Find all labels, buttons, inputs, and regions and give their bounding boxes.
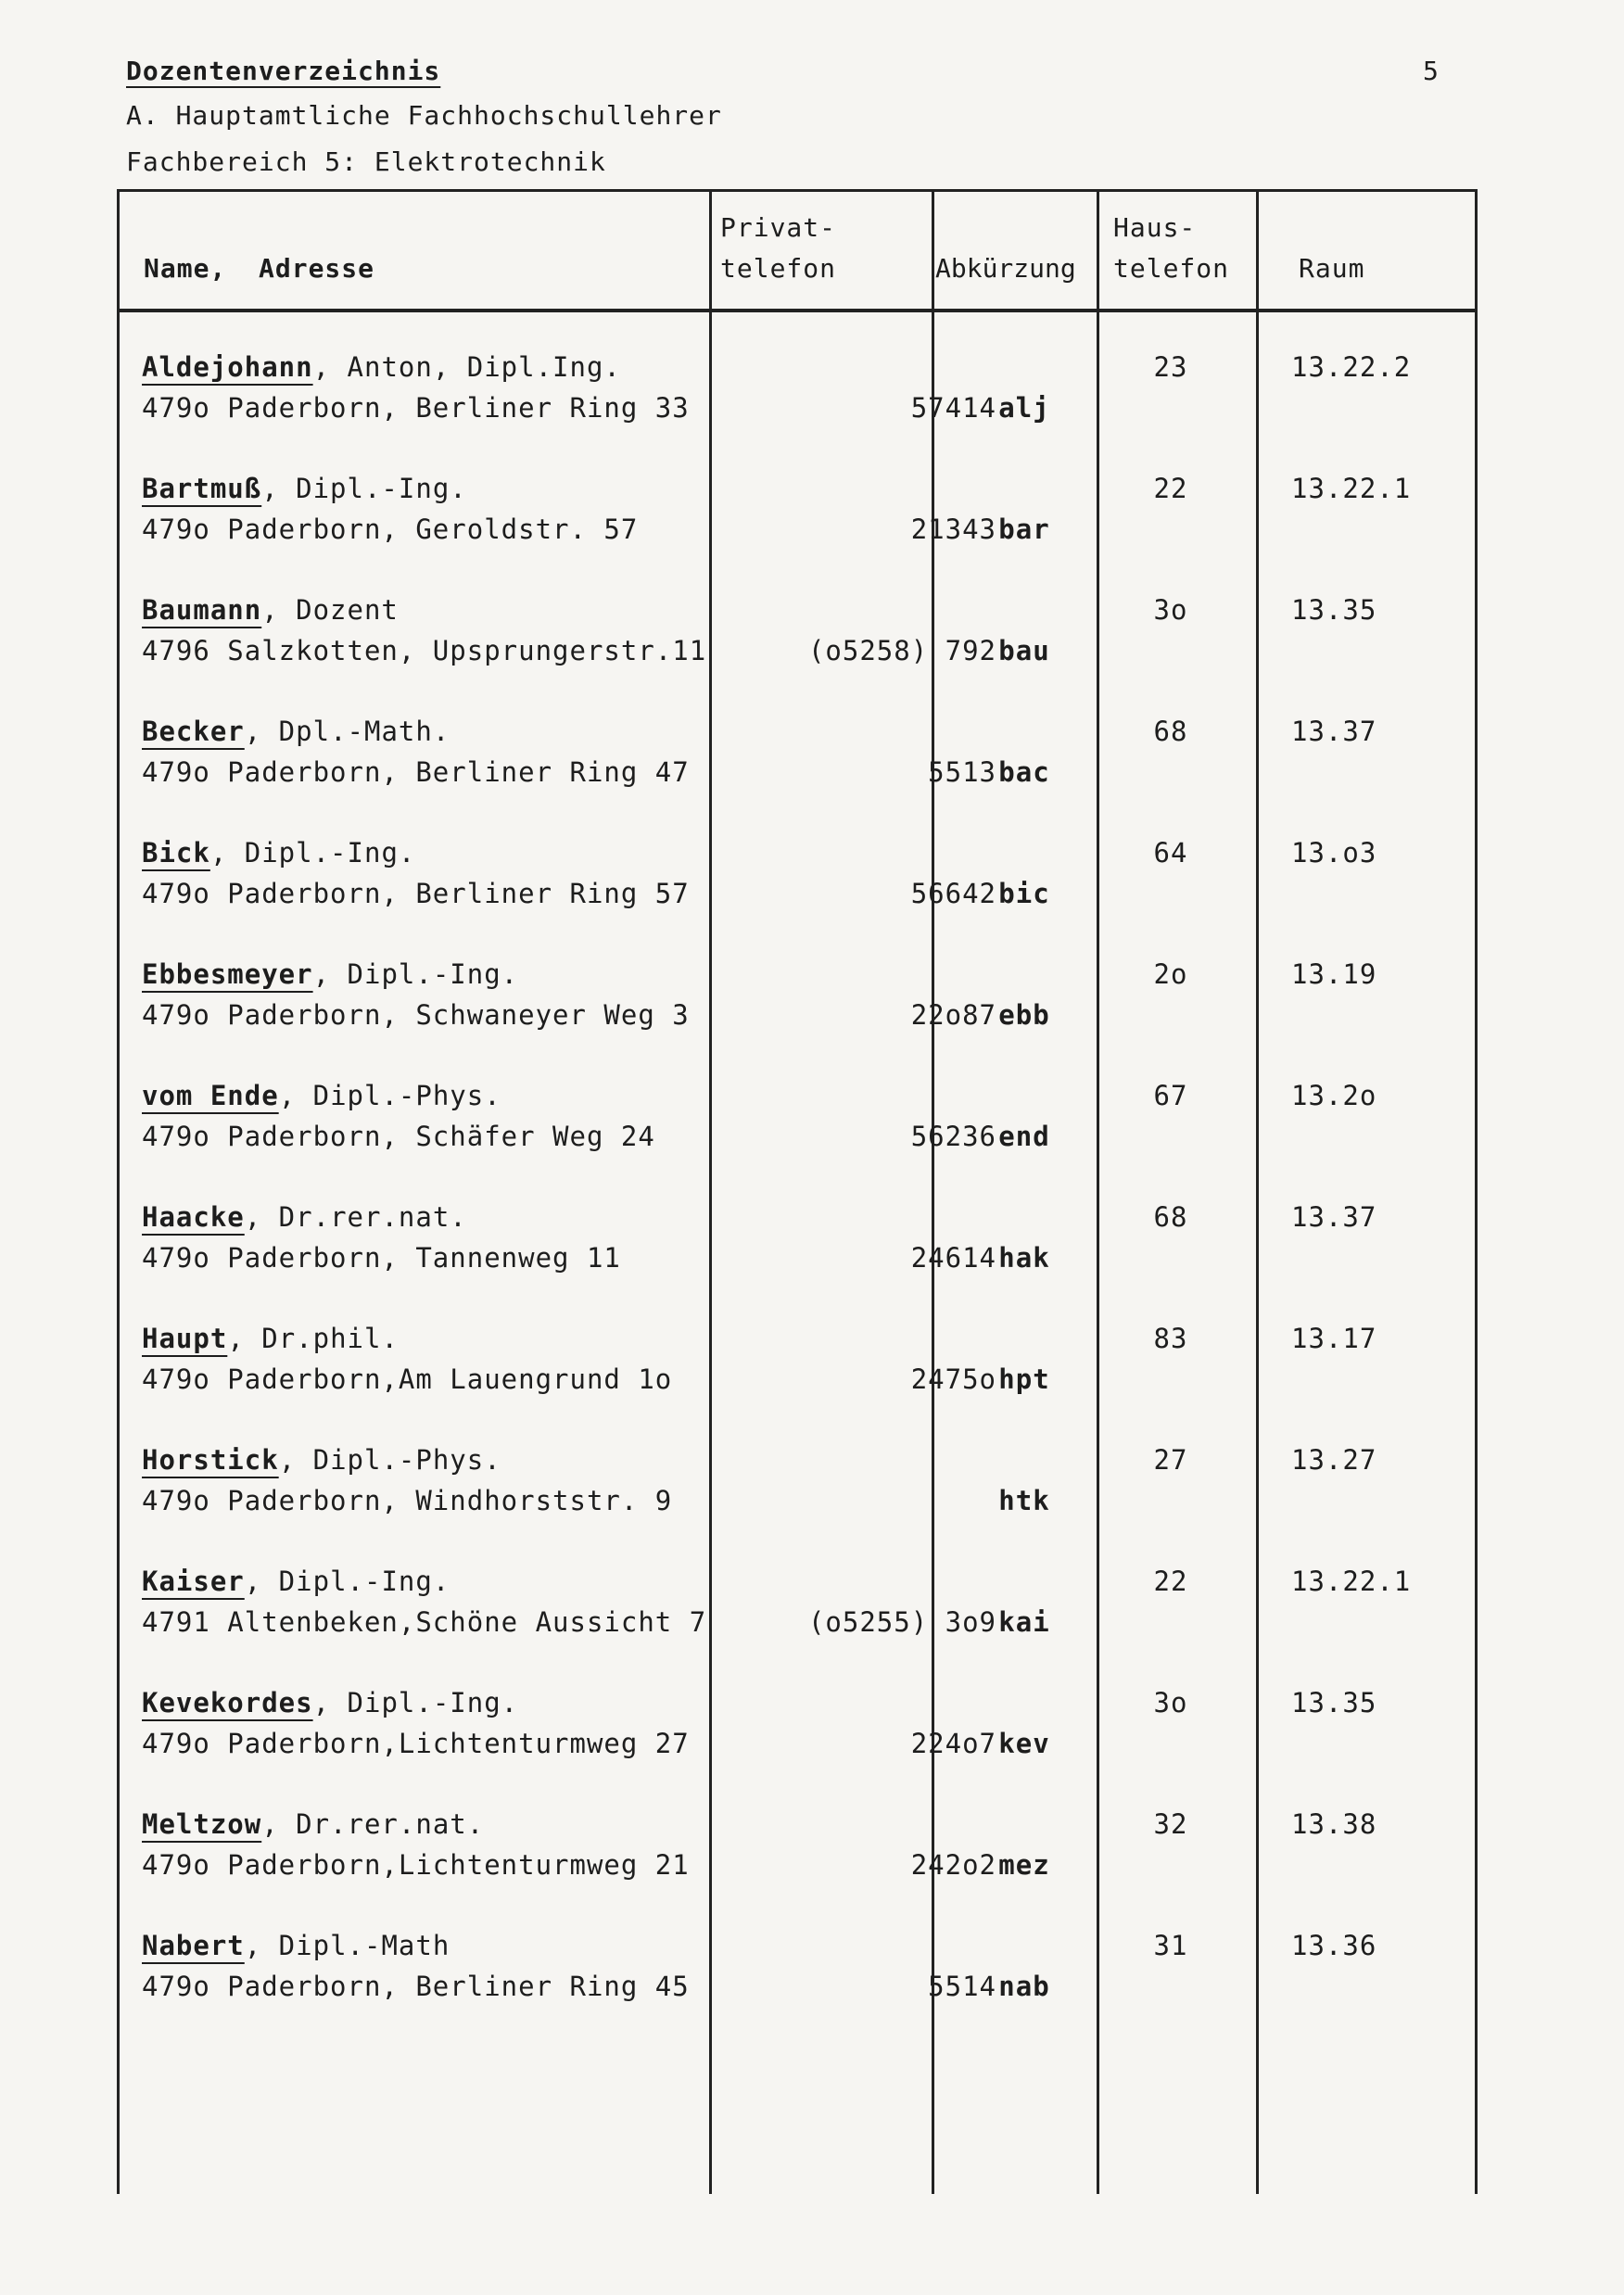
abbreviation: bar [998, 514, 1050, 545]
abbreviation: bac [998, 756, 1050, 788]
private-phone: 24614 [910, 1242, 996, 1274]
lecturer-name [142, 958, 518, 990]
lecturer-surname: Becker [142, 716, 245, 747]
lecturer-surname: Kaiser [142, 1566, 245, 1597]
lecturer-address: 479o Paderborn, Windhorststr. 9 [142, 1485, 673, 1516]
abbreviation: bau [998, 635, 1050, 666]
private-phone: 57414 [910, 392, 996, 424]
room-number: 13.22.2 [1291, 351, 1412, 383]
room-number: 13.19 [1291, 958, 1377, 990]
abbreviation: hpt [998, 1363, 1050, 1395]
lecturer-title: , Anton, Dipl.Ing. [312, 351, 621, 383]
lecturer-title: , Dipl.-Ing. [312, 958, 519, 990]
room-number: 13.37 [1291, 1201, 1377, 1233]
lecturer-title: , Dr.phil. [227, 1323, 399, 1354]
lecturer-surname: Haacke [142, 1201, 245, 1233]
abbreviation: htk [998, 1485, 1050, 1516]
house-phone: 3o [1153, 594, 1188, 626]
private-phone: 224o7 [910, 1728, 996, 1759]
header-address: Adresse [259, 253, 375, 284]
house-phone: 83 [1153, 1323, 1188, 1354]
abbreviation: kai [998, 1606, 1050, 1638]
lecturer-name [142, 594, 399, 626]
lecturer-name [142, 1080, 501, 1111]
lecturer-surname: Bartmuß [142, 473, 262, 504]
department-heading: Fachbereich 5: Elektrotechnik [126, 146, 606, 177]
lecturer-table [117, 189, 1478, 2194]
lecturer-name [142, 1566, 450, 1597]
abbreviation: bic [998, 878, 1050, 909]
lecturer-name [142, 1323, 399, 1354]
private-phone: 21343 [910, 514, 996, 545]
table-row [120, 1554, 1475, 1675]
header-abbreviation: Abkürzung [935, 253, 1076, 284]
house-phone: 67 [1153, 1080, 1188, 1111]
private-phone: 5514 [928, 1971, 996, 2002]
lecturer-surname: Aldejohann [142, 351, 313, 383]
header-private-phone-2: telefon [720, 253, 837, 284]
lecturer-surname: Bick [142, 837, 210, 869]
abbreviation: end [998, 1121, 1050, 1152]
abbreviation: hak [998, 1242, 1050, 1274]
room-number: 13.22.1 [1291, 1566, 1412, 1597]
private-phone: (o5258) 792 [807, 635, 996, 666]
table-row [120, 1676, 1475, 1796]
private-phone: 56236 [910, 1121, 996, 1152]
lecturer-name [142, 1687, 518, 1718]
table-row [120, 826, 1475, 946]
room-number: 13.27 [1291, 1444, 1377, 1476]
table-row [120, 1433, 1475, 1553]
table-row [120, 1797, 1475, 1918]
lecturer-name [142, 1201, 467, 1233]
room-number: 13.17 [1291, 1323, 1377, 1354]
house-phone: 68 [1153, 1201, 1188, 1233]
table-row [120, 462, 1475, 582]
lecturer-title: , Dipl.-Math [244, 1930, 450, 1961]
lecturer-title: , Dr.rer.nat. [244, 1201, 467, 1233]
lecturer-surname: Ebbesmeyer [142, 958, 313, 990]
lecturer-address: 479o Paderborn, Schwaneyer Weg 3 [142, 999, 690, 1031]
lecturer-address: 479o Paderborn, Schäfer Weg 24 [142, 1121, 655, 1152]
house-phone: 23 [1153, 351, 1188, 383]
lecturer-name [142, 351, 621, 383]
lecturer-address: 479o Paderborn,Lichtenturmweg 21 [142, 1849, 690, 1881]
room-number: 13.38 [1291, 1808, 1377, 1840]
header-room: Raum [1299, 253, 1365, 284]
table-row [120, 1312, 1475, 1432]
lecturer-surname: Horstick [142, 1444, 279, 1476]
table-row [120, 1919, 1475, 2039]
lecturer-address: 4796 Salzkotten, Upsprungerstr.11 [142, 635, 707, 666]
lecturer-title: , Dipl.-Phys. [278, 1444, 501, 1476]
abbreviation: mez [998, 1849, 1050, 1881]
private-phone: 5513 [928, 756, 996, 788]
private-phone: (o5255) 3o9 [807, 1606, 996, 1638]
lecturer-surname: Kevekordes [142, 1687, 313, 1718]
room-number: 13.o3 [1291, 837, 1377, 869]
lecturer-name [142, 1930, 450, 1961]
header-name: Name, [144, 253, 227, 284]
lecturer-address: 479o Paderborn,Lichtenturmweg 27 [142, 1728, 690, 1759]
table-row [120, 947, 1475, 1068]
house-phone: 68 [1153, 716, 1188, 747]
abbreviation: alj [998, 392, 1050, 424]
table-row [120, 583, 1475, 704]
lecturer-surname: Nabert [142, 1930, 245, 1961]
room-number: 13.36 [1291, 1930, 1377, 1961]
private-phone: 242o2 [910, 1849, 996, 1881]
lecturer-title: , Dr.rer.nat. [261, 1808, 485, 1840]
house-phone: 2o [1153, 958, 1188, 990]
lecturer-title: , Dipl.-Ing. [261, 473, 467, 504]
lecturer-title: , Dipl.-Ing. [209, 837, 416, 869]
lecturer-title: , Dozent [261, 594, 399, 626]
room-number: 13.35 [1291, 1687, 1377, 1718]
lecturer-surname: Baumann [142, 594, 262, 626]
lecturer-address: 479o Paderborn, Tannenweg 11 [142, 1242, 621, 1274]
lecturer-surname: Haupt [142, 1323, 228, 1354]
lecturer-title: , Dpl.-Math. [244, 716, 450, 747]
room-number: 13.37 [1291, 716, 1377, 747]
lecturer-name [142, 473, 467, 504]
lecturer-address: 479o Paderborn, Berliner Ring 47 [142, 756, 690, 788]
lecturer-address: 479o Paderborn,Am Lauengrund 1o [142, 1363, 673, 1395]
house-phone: 31 [1153, 1930, 1188, 1961]
private-phone: 56642 [910, 878, 996, 909]
room-number: 13.35 [1291, 594, 1377, 626]
lecturer-name [142, 1444, 501, 1476]
room-number: 13.2o [1291, 1080, 1377, 1111]
lecturer-name [142, 1808, 484, 1840]
table-row [120, 1190, 1475, 1311]
lecturer-surname: vom Ende [142, 1080, 279, 1111]
lecturer-address: 479o Paderborn, Berliner Ring 45 [142, 1971, 690, 2002]
header-private-phone-1: Privat- [720, 212, 837, 243]
abbreviation: nab [998, 1971, 1050, 2002]
house-phone: 64 [1153, 837, 1188, 869]
table-row [120, 1069, 1475, 1189]
house-phone: 3o [1153, 1687, 1188, 1718]
lecturer-title: , Dipl.-Ing. [312, 1687, 519, 1718]
house-phone: 27 [1153, 1444, 1188, 1476]
page-number: 5 [1423, 56, 1440, 86]
house-phone: 32 [1153, 1808, 1188, 1840]
lecturer-address: 479o Paderborn, Geroldstr. 57 [142, 514, 639, 545]
house-phone: 22 [1153, 473, 1188, 504]
lecturer-address: 4791 Altenbeken,Schöne Aussicht 7 [142, 1606, 707, 1638]
header-house-phone-1: Haus- [1113, 212, 1197, 243]
lecturer-surname: Meltzow [142, 1808, 262, 1840]
private-phone: 2475o [910, 1363, 996, 1395]
section-subtitle: A. Hauptamtliche Fachhochschullehrer [126, 100, 722, 131]
abbreviation: ebb [998, 999, 1050, 1031]
room-number: 13.22.1 [1291, 473, 1412, 504]
lecturer-title: , Dipl.-Phys. [278, 1080, 501, 1111]
lecturer-address: 479o Paderborn, Berliner Ring 57 [142, 878, 690, 909]
page-title: Dozentenverzeichnis [126, 56, 441, 86]
lecturer-address: 479o Paderborn, Berliner Ring 33 [142, 392, 690, 424]
header-rule [120, 309, 1475, 312]
lecturer-name [142, 837, 415, 869]
lecturer-name [142, 716, 450, 747]
abbreviation: kev [998, 1728, 1050, 1759]
private-phone: 22o87 [910, 999, 996, 1031]
header-house-phone-2: telefon [1113, 253, 1230, 284]
table-row [120, 340, 1475, 461]
lecturer-title: , Dipl.-Ing. [244, 1566, 450, 1597]
table-row [120, 704, 1475, 825]
house-phone: 22 [1153, 1566, 1188, 1597]
